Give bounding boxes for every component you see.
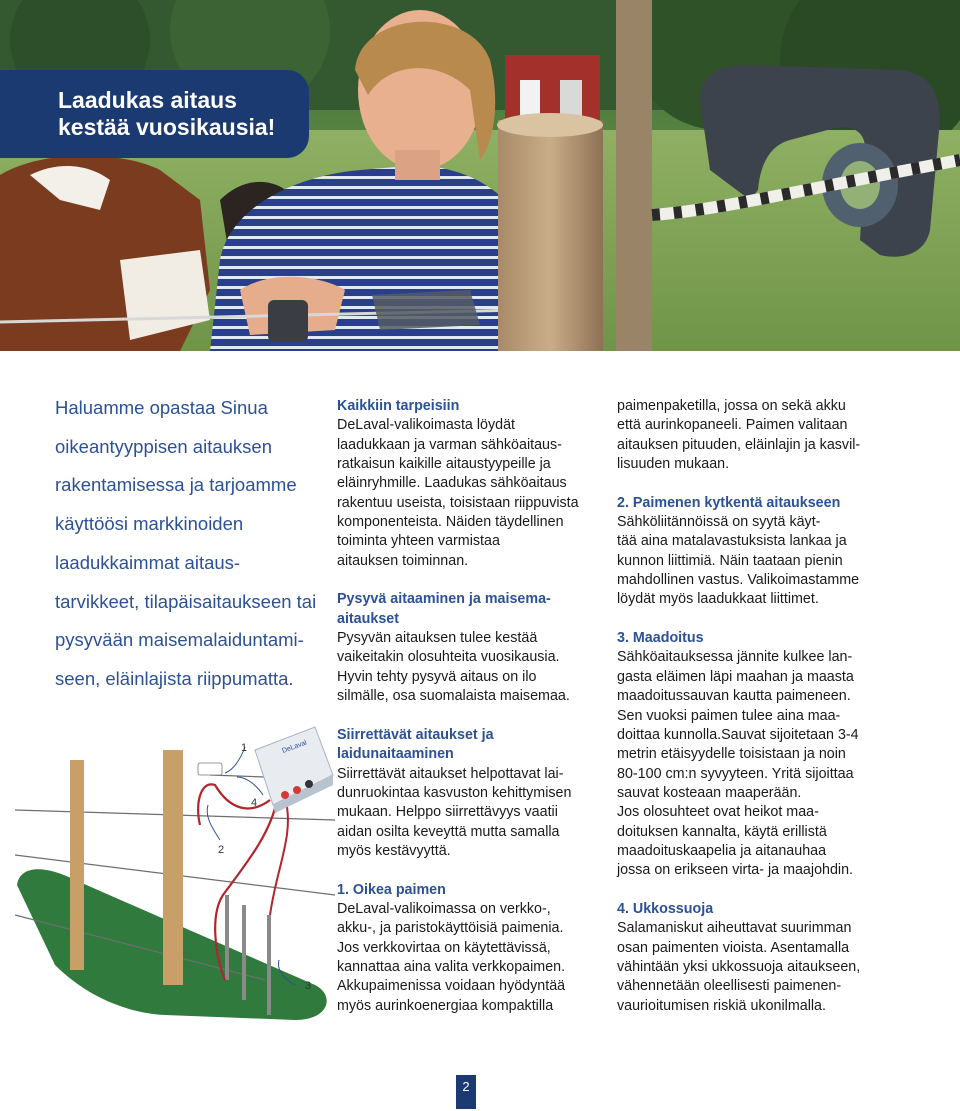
hero-photo xyxy=(0,0,960,351)
section-heading: Kaikkiin tarpeisiin xyxy=(337,398,460,414)
insulator xyxy=(198,763,222,775)
fence-diagram-illustration xyxy=(15,715,335,1035)
body-line: silmälle, osa suomalaista maisemaa. xyxy=(337,688,570,705)
intro-line: tarvikkeet, tilapäisaitaukseen tai xyxy=(55,590,317,612)
body-line: mukaan. Helppo siirrettävyys vaatii xyxy=(337,804,558,821)
body-line: vähennetään oleellisesti paimenen- xyxy=(617,978,842,995)
body-line: DeLaval-valikoimasta löydät xyxy=(337,417,515,434)
section-heading: laidunaitaaminen xyxy=(337,746,454,763)
body-line: mahdollinen vastus. Valikoimastamme xyxy=(617,572,860,589)
body-line: myös aurinkoenergiaa kompaktilla xyxy=(337,997,554,1014)
diagram-label-2: 2 xyxy=(218,844,225,856)
body-line: paimenpaketilla, jossa on sekä akku xyxy=(617,398,846,414)
body-line: doittaa kunnolla.Sauvat sijoitetaan 3-4 xyxy=(617,726,859,743)
body-line: Jos olosuhteet ovat heikot maa- xyxy=(617,804,819,821)
section-heading: 1. Oikea paimen xyxy=(337,881,446,898)
ground-rod xyxy=(242,905,246,1000)
headline-line-1: Laadukas aitaus xyxy=(58,87,237,113)
body-line: Sähköaitauksessa jännite kulkee lan- xyxy=(617,649,853,666)
body-line: Pysyvän aitauksen tulee kestää xyxy=(337,630,538,647)
body-line: vaurioitumisen riskiä ukonilmalla. xyxy=(617,997,826,1014)
body-line: vähintään yksi ukkossuoja aitaukseen, xyxy=(617,958,861,975)
body-line: dunruokintaa kasvuston kehittymisen xyxy=(337,784,572,801)
intro-line: oikeantyyppisen aitauksen xyxy=(55,435,273,457)
body-line: Akkupaimenissa voidaan hyödyntää xyxy=(337,978,566,995)
body-line: laadukkaan ja varman sähköaitaus- xyxy=(337,436,562,453)
fence-post xyxy=(70,760,84,970)
body-line: 80-100 cm:n syvyyteen. Yritä sijoittaa xyxy=(617,765,854,782)
body-line: Sen vuoksi paimen tulee aina maa- xyxy=(617,707,841,724)
body-line: maadoitussauvan kautta paimeneen. xyxy=(617,688,851,705)
body-line: jossa on erikseen virta- ja maajohdin. xyxy=(617,862,854,879)
section-heading: Siirrettävät aitaukset ja xyxy=(337,726,494,743)
fence-diagram xyxy=(15,715,335,1035)
body-line: ratkaisun kaikille aitaustyypeille ja xyxy=(337,456,551,473)
body-line: Siirrettävät aitaukset helpottavat lai- xyxy=(337,765,564,782)
body-line: kunnon liittimiä. Näin taataan pienin xyxy=(617,552,843,569)
intro-line: seen, eläinlajista riippumatta. xyxy=(55,667,294,689)
text-column-middle xyxy=(337,397,607,1016)
body-line: eläinryhmille. Laadukas sähköaitaus xyxy=(337,475,567,492)
diagram-label-1: 1 xyxy=(241,742,248,754)
body-line: sauvat kosteaan maaperään. xyxy=(617,784,802,801)
section-heading: 3. Maadoitus xyxy=(617,630,704,647)
body-line: että aurinkopaneeli. Paimen valitaan xyxy=(617,417,848,434)
section-heading: 2. Paimenen kytkentä aitaukseen xyxy=(617,494,841,511)
body-line: kannattaa aina valita verkkopaimen. xyxy=(337,958,566,975)
body-line: DeLaval-valikoimassa on verkko-, xyxy=(337,900,551,917)
text-column-right xyxy=(617,397,897,1016)
body-line: Salamaniskut aiheuttavat suurimman xyxy=(617,920,852,937)
body-line: akku-, ja paristokäyttöisiä paimenia. xyxy=(337,920,564,937)
body-line: rakentuu useista, toisistaan riippuvista xyxy=(337,494,579,511)
ground-rod xyxy=(225,895,229,980)
section-heading: Pysyvä aitaaminen ja maisema- xyxy=(337,591,551,608)
body-line: Jos verkkovirtaa on käytettävissä, xyxy=(337,939,551,956)
body-line: osan paimenten vioista. Asentamalla xyxy=(617,939,850,956)
ground-rod xyxy=(267,915,271,1015)
body-line: gasta eläimen läpi maahan ja maasta xyxy=(617,668,854,685)
intro-line: käyttöösi markkinoiden xyxy=(55,513,244,535)
headline-line-2: kestää vuosikausia! xyxy=(58,114,276,140)
body-line: metrin etäisyydelle toisistaan ja noin xyxy=(617,746,846,763)
fence-post xyxy=(163,750,183,985)
body-line: vaikeitakin olosuhteita vuosikausia. xyxy=(337,649,560,666)
section-heading: 4. Ukkossuoja xyxy=(617,900,714,917)
intro-line: rakentamisessa ja tarjoamme xyxy=(55,474,297,496)
body-line: Sähköliitännöissä on syytä käyt- xyxy=(617,514,821,531)
intro-paragraph xyxy=(55,389,325,699)
body-line: komponenteista. Näiden täydellinen xyxy=(337,514,564,531)
body-line: lisuuden mukaan. xyxy=(617,456,730,473)
energizer xyxy=(255,727,333,805)
body-line: doituksen kannalta, käytä erillistä xyxy=(617,823,827,840)
body-line: tää aina matalavastuksista lankaa ja xyxy=(617,533,847,550)
body-line: Hyvin tehty pysyvä aitaus on ilo xyxy=(337,668,537,685)
headline-banner xyxy=(0,70,309,158)
body-line: aidan osilta keveyttä mutta samalla xyxy=(337,823,560,840)
body-line: aitauksen pituuden, eläinlajin ja kasvil- xyxy=(617,436,861,453)
hero-photo-illustration xyxy=(0,0,960,351)
intro-line: pysyvään maisemalaiduntami- xyxy=(55,629,304,651)
energizer-brand: DeLaval xyxy=(281,739,308,755)
body-line: löydät myös laadukkaat liittimet. xyxy=(617,591,819,608)
diagram-label-3: 3 xyxy=(305,980,312,992)
section-heading: aitaukset xyxy=(337,610,399,627)
page-number: 2 xyxy=(456,1075,476,1109)
body-line: maadoituskaapelia ja aitanauhaa xyxy=(617,842,827,859)
diagram-label-4: 4 xyxy=(251,797,258,809)
body-line: myös kestävyyttä. xyxy=(337,842,451,859)
intro-line: laadukkaimmat aitaus- xyxy=(55,551,241,573)
intro-line: Haluamme opastaa Sinua xyxy=(55,397,268,418)
body-line: aitauksen toiminnan. xyxy=(337,552,469,569)
body-line: toiminta yhteen varmistaa xyxy=(337,533,500,550)
